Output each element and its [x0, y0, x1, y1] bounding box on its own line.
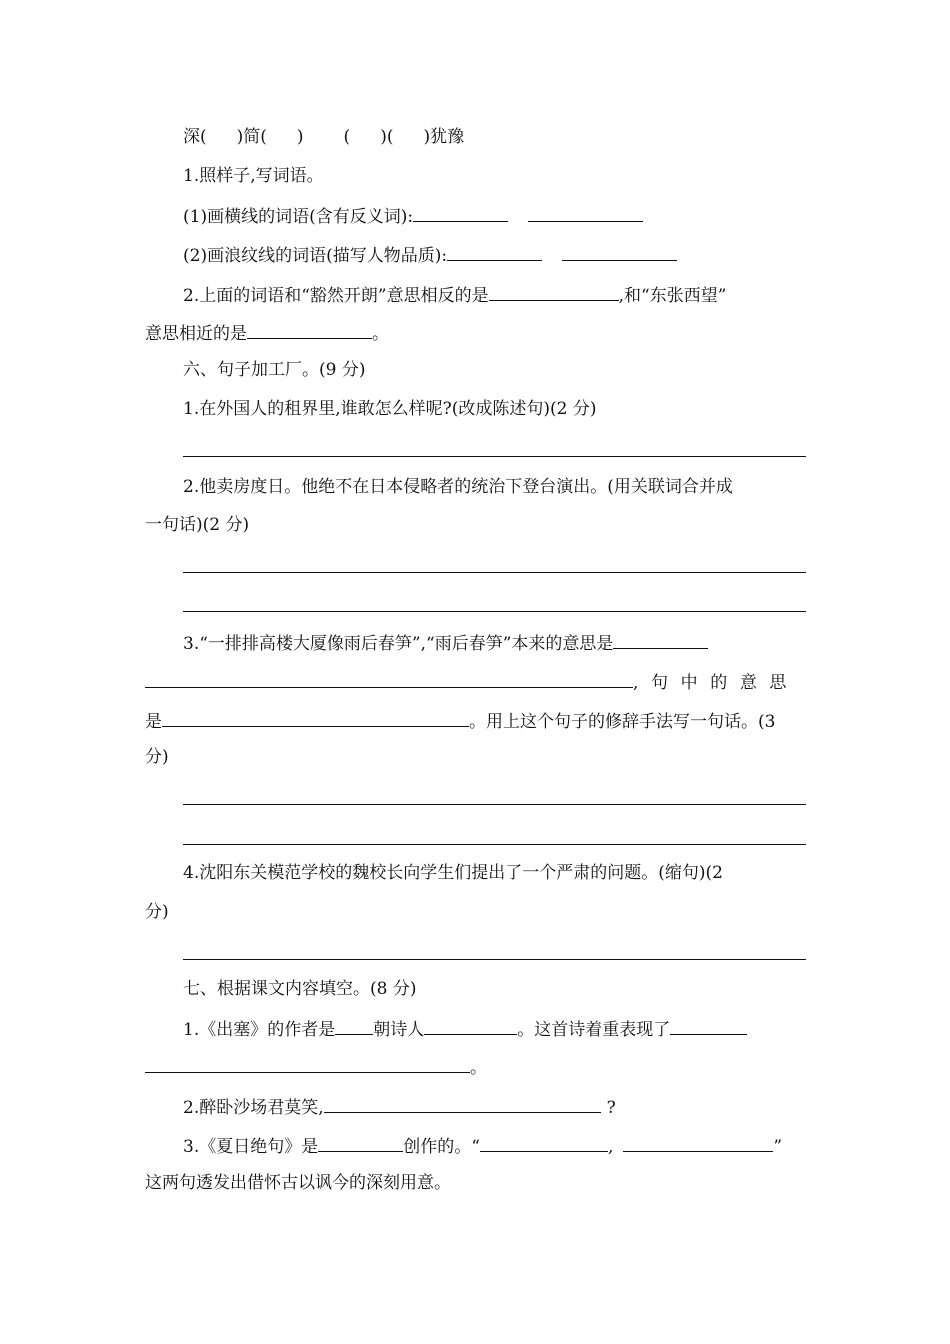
answer-blank[interactable] [528, 203, 643, 222]
q5-item2-text-a: 2.上面的词语和“豁然开朗”意思相反的是 [183, 286, 489, 306]
s6-q3-a [183, 630, 708, 656]
answer-blank[interactable] [623, 1133, 773, 1152]
answer-blank[interactable] [247, 320, 372, 339]
answer-line[interactable] [183, 611, 806, 612]
answer-blank[interactable] [324, 1094, 601, 1113]
answer-blank[interactable] [145, 669, 633, 688]
answer-line[interactable] [183, 572, 806, 573]
s7-q2 [183, 1094, 616, 1120]
answer-blank[interactable] [335, 1016, 373, 1035]
s6-q3-text-a: 3.“一排排高楼大厦像雨后春笋”,“雨后春笋”本来的意思是 [183, 634, 614, 654]
q5-sub2-text: (2)画浪纹线的词语(描写人物品质): [183, 246, 448, 266]
s7-q1-text-b: 朝诗人 [373, 1020, 425, 1040]
s7-q2-text-a: 2.醉卧沙场君莫笑, [183, 1098, 324, 1118]
text-mid: )( [380, 127, 394, 147]
section7-heading: 七、根据课文内容填空。(8 分) [183, 979, 417, 999]
s6-q1: 1.在外国人的租界里,谁敢怎么样呢?(改成陈述句)(2 分) [183, 399, 597, 419]
q5-item2-cont [145, 320, 389, 346]
answer-blank[interactable] [562, 242, 677, 261]
answer-blank[interactable] [447, 242, 542, 261]
word-fill-line [183, 125, 464, 149]
s7-q3-text-a: 3.《夏日绝句》是 [183, 1137, 319, 1157]
answer-blank[interactable] [318, 1133, 403, 1152]
answer-blank[interactable] [162, 708, 469, 727]
s6-q3-text-c: 是 [145, 712, 162, 732]
section6-heading: 六、句子加工厂。(9 分) [183, 360, 366, 380]
answer-blank[interactable] [480, 1133, 608, 1152]
text-shen: 深( [183, 127, 207, 147]
answer-line[interactable] [183, 844, 806, 845]
s7-q1-text-c: 。这首诗着重表现了 [517, 1020, 671, 1040]
s7-q1 [183, 1016, 747, 1042]
s7-q2-text-b: ? [606, 1098, 616, 1118]
s7-q3-text-d: ” [773, 1137, 783, 1157]
q5-item2 [183, 282, 726, 308]
q5-item2-text-b: ,和“东张西望” [618, 286, 727, 306]
text-open2: ( [343, 127, 351, 147]
s7-q3-cont: 这两句透发出借怀古以讽今的深刻用意。 [145, 1173, 451, 1193]
s7-q1-cont [145, 1054, 487, 1080]
s6-q4-b: 分) [145, 902, 169, 922]
s6-q4-a: 4.沈阳东关模范学校的魏校长向学生们提出了一个严肃的问题。(缩句)(2 [183, 863, 723, 883]
q5-item1: 1.照样子,写词语。 [183, 166, 324, 186]
answer-line[interactable] [183, 959, 806, 960]
s7-q3-text-b: 创作的。“ [403, 1137, 480, 1157]
answer-blank[interactable] [670, 1016, 747, 1035]
answer-blank[interactable] [145, 1054, 470, 1073]
q5-item2-text-c: 意思相近的是 [145, 324, 247, 344]
s6-q2-a: 2.他卖房度日。他绝不在日本侵略者的统治下登台演出。(用关联词合并成 [183, 477, 733, 497]
s7-q3-text-c: , [607, 1137, 614, 1157]
s6-q3-c [145, 708, 775, 734]
q5-sub1 [183, 203, 643, 229]
s6-q3-text-d: 。用上这个句子的修辞手法写一句话。(3 [469, 712, 776, 732]
text-youyu: )犹豫 [423, 127, 465, 147]
answer-line[interactable] [183, 456, 806, 457]
q5-sub2 [183, 242, 677, 268]
text-close1: ) [296, 127, 304, 147]
answer-blank[interactable] [424, 1016, 517, 1035]
s7-q3 [183, 1133, 782, 1159]
answer-blank[interactable] [489, 282, 619, 301]
q5-item2-text-d: 。 [372, 324, 389, 344]
s6-q3-text-b: , 句 中 的 意 思 [633, 673, 791, 693]
s7-q1-text-d: 。 [470, 1058, 487, 1078]
s6-q2-b: 一句话)(2 分) [145, 515, 250, 535]
answer-blank[interactable] [613, 630, 708, 649]
q5-sub1-text: (1)画横线的词语(含有反义词): [183, 207, 414, 227]
s6-q3-b [145, 669, 790, 695]
s6-q3-e: 分) [145, 747, 169, 767]
text-jian: )简( [236, 127, 267, 147]
answer-blank[interactable] [413, 203, 508, 222]
answer-line[interactable] [183, 804, 806, 805]
s7-q1-text-a: 1.《出塞》的作者是 [183, 1020, 336, 1040]
